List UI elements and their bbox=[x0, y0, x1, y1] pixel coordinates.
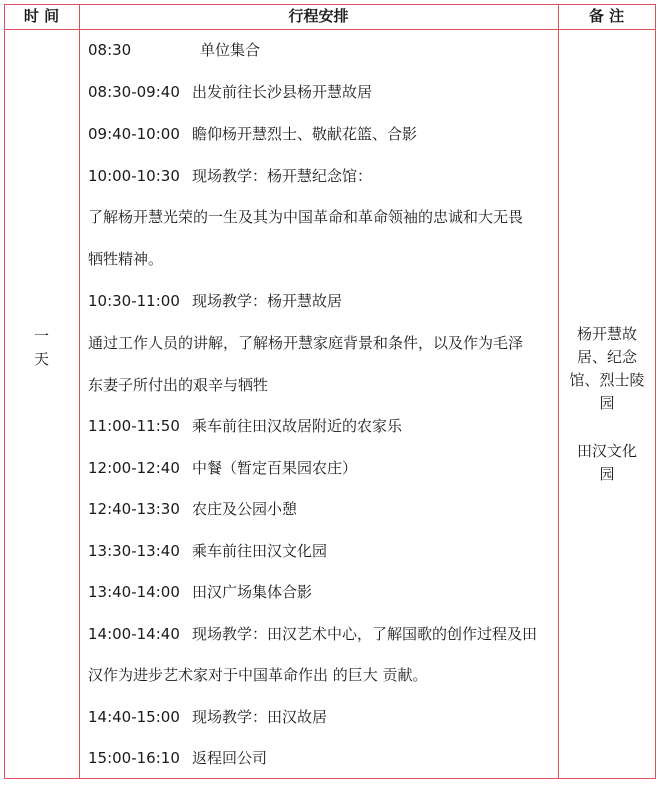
schedule-row bbox=[88, 249, 558, 269]
schedule-time: 09:40-10:00 bbox=[88, 125, 180, 143]
note-line: 居、纪念 bbox=[576, 348, 637, 366]
schedule-time: 10:30-11:00 bbox=[88, 292, 180, 310]
schedule-row bbox=[88, 124, 558, 144]
note-line: 园 bbox=[599, 465, 615, 483]
header-time: 时 间 bbox=[23, 7, 60, 25]
schedule-time: 12:40-13:30 bbox=[88, 500, 180, 518]
schedule-activity: 乘车前往田汉故居附近的农家乐 bbox=[192, 417, 403, 435]
schedule-activity: 出发前往长沙县杨开慧故居 bbox=[192, 83, 373, 101]
schedule-row bbox=[88, 416, 558, 436]
day-label-line1: 一 bbox=[33, 327, 49, 345]
schedule-row bbox=[88, 582, 558, 602]
schedule-time: 14:40-15:00 bbox=[88, 708, 180, 726]
schedule-activity: 农庄及公园小憩 bbox=[192, 500, 298, 518]
schedule-activity: 现场教学：杨开慧纪念馆： bbox=[192, 167, 373, 185]
schedule-row bbox=[88, 166, 558, 186]
schedule-row bbox=[88, 665, 558, 685]
table-right-border bbox=[655, 4, 656, 779]
schedule-row bbox=[88, 333, 558, 353]
day-label-line2: 天 bbox=[33, 350, 49, 368]
schedule-time: 13:40-14:00 bbox=[88, 583, 180, 601]
schedule-description: 了解杨开慧光荣的一生及其为中国革命和革命领袖的忠诚和大无畏 bbox=[88, 208, 524, 226]
note-line: 杨开慧故 bbox=[576, 325, 637, 343]
schedule-row bbox=[88, 375, 558, 395]
schedule-description: 通过工作人员的讲解，了解杨开慧家庭背景和条件，以及作为毛泽 bbox=[88, 334, 524, 352]
schedule-time: 13:30-13:40 bbox=[88, 542, 180, 560]
schedule-activity: 返程回公司 bbox=[192, 749, 268, 767]
schedule-row bbox=[88, 40, 558, 60]
header-schedule: 行程安排 bbox=[288, 7, 349, 25]
column-divider-2 bbox=[558, 4, 559, 779]
schedule-row bbox=[88, 207, 558, 227]
schedule-time: 14:00-14:40 bbox=[88, 625, 180, 643]
header-notes: 备 注 bbox=[588, 7, 625, 25]
schedule-row bbox=[88, 707, 558, 727]
schedule-row bbox=[88, 499, 558, 519]
schedule-activity: 田汉广场集体合影 bbox=[192, 583, 313, 601]
schedule-time: 08:30-09:40 bbox=[88, 83, 180, 101]
schedule-activity: 现场教学：杨开慧故居 bbox=[192, 292, 343, 310]
schedule-row bbox=[88, 541, 558, 561]
schedule-row bbox=[88, 748, 558, 768]
schedule-time: 10:00-10:30 bbox=[88, 167, 180, 185]
schedule-row bbox=[88, 82, 558, 102]
schedule-description: 汉作为进步艺术家对于中国革命作出 的巨大 贡献。 bbox=[88, 666, 428, 684]
schedule-description: 牺牲精神。 bbox=[88, 250, 164, 268]
schedule-activity: 瞻仰杨开慧烈士、敬献花篮、合影 bbox=[192, 125, 418, 143]
note-line: 田汉文化 bbox=[576, 442, 637, 460]
schedule-time: 08:30 bbox=[88, 41, 132, 59]
note-line: 馆、烈士陵 bbox=[569, 371, 645, 389]
schedule-activity: 乘车前往田汉文化园 bbox=[192, 542, 328, 560]
table-left-border bbox=[4, 4, 5, 779]
schedule-activity: 单位集合 bbox=[200, 41, 261, 59]
schedule-time: 15:00-16:10 bbox=[88, 749, 180, 767]
schedule-time: 12:00-12:40 bbox=[88, 459, 180, 477]
schedule-time: 11:00-11:50 bbox=[88, 417, 180, 435]
schedule-description: 东妻子所付出的艰辛与牺牲 bbox=[88, 376, 269, 394]
schedule-row bbox=[88, 291, 558, 311]
schedule-activity: 现场教学：田汉艺术中心，了解国歌的创作过程及田 bbox=[192, 625, 538, 643]
schedule-row bbox=[88, 458, 558, 478]
column-divider-1 bbox=[79, 4, 80, 779]
schedule-activity: 现场教学：田汉故居 bbox=[192, 708, 328, 726]
schedule-activity: 中餐（暂定百果园农庄） bbox=[192, 459, 358, 477]
schedule-row bbox=[88, 624, 558, 644]
note-line: 园 bbox=[599, 394, 615, 412]
